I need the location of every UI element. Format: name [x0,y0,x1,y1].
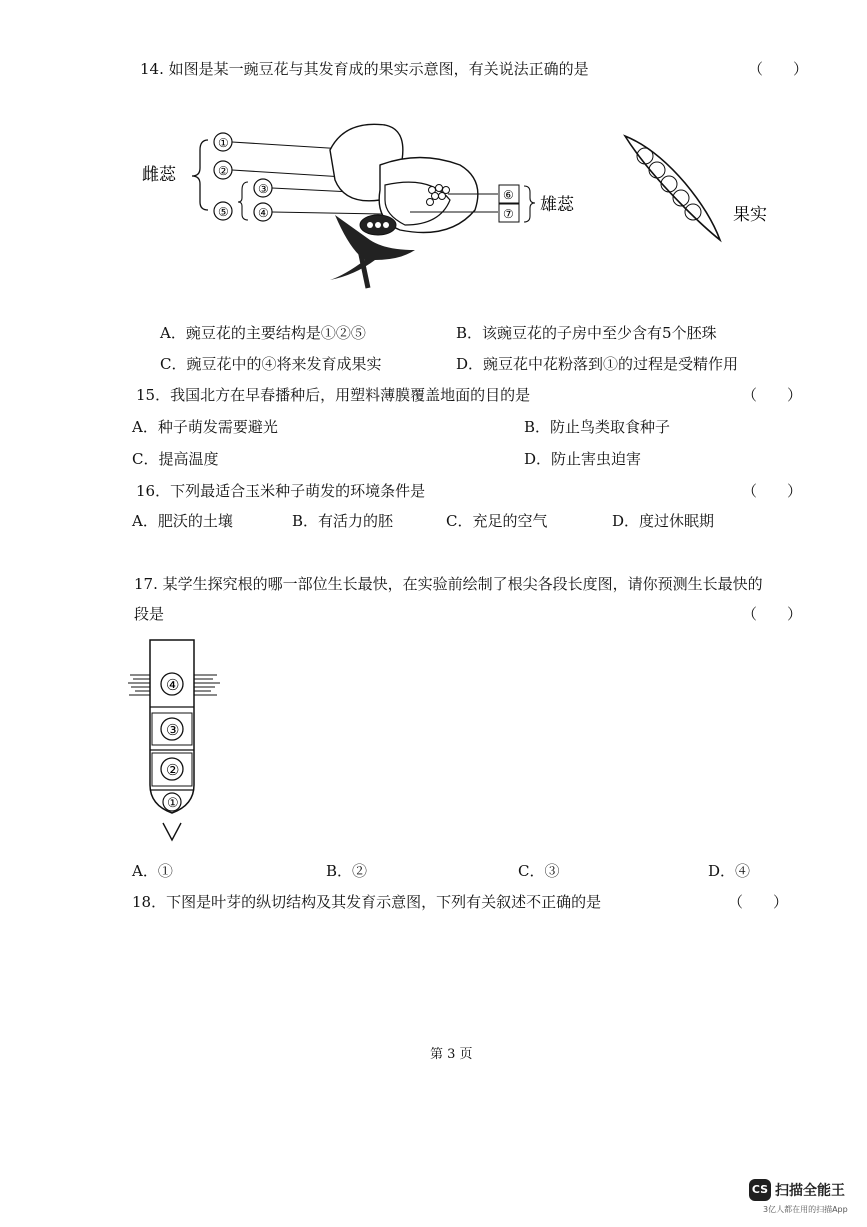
svg-text:③: ③ [258,182,269,196]
watermark-tagline: 3亿人都在用的扫描App [763,1205,848,1214]
svg-text:③: ③ [166,721,180,739]
svg-text:①: ① [218,136,229,150]
pea-pod-diagram [615,128,795,248]
root-tip-diagram [125,635,225,845]
svg-text:④: ④ [258,206,269,220]
q16-option-a[interactable]: A．肥沃的土壤 [132,512,233,530]
svg-text:⑦: ⑦ [503,207,514,221]
q15-answer-bracket: （ ） [742,386,803,404]
label-5 [214,202,232,220]
pea-flower-diagram [130,110,600,290]
label-4 [254,203,272,221]
label-7 [499,204,519,222]
q18-answer-bracket: （ ） [728,893,789,911]
q14-option-a[interactable]: A．豌豆花的主要结构是①②⑤ [160,324,366,342]
svg-text:①: ① [167,796,179,811]
label-3 [254,179,272,197]
watermark-app-name: 扫描全能王 [775,1183,845,1199]
q14-option-c[interactable]: C．豌豆花中的④将来发育成果实 [160,355,382,373]
q17-option-a[interactable]: A．① [132,862,173,880]
q17-answer-bracket: （ ） [742,605,803,623]
q15-option-c[interactable]: C．提高温度 [132,450,219,468]
q16-option-d[interactable]: D．度过休眠期 [612,512,715,530]
q15-stem: 15．我国北方在早春播种后，用塑料薄膜覆盖地面的目的是 [136,386,531,404]
q16-option-b[interactable]: B．有活力的胚 [292,512,394,530]
q15-option-a[interactable]: A．种子萌发需要避光 [132,418,278,436]
svg-text:②: ② [166,761,180,779]
page-number: 第 3 页 [430,1047,473,1062]
q17-stem-line2: 段是 [134,605,165,623]
pistil-label: 雌蕊 [142,165,176,185]
svg-text:②: ② [218,164,229,178]
q15-option-d[interactable]: D．防止害虫迫害 [524,450,642,468]
root-segment-4 [161,673,183,695]
q16-option-c[interactable]: C．充足的空气 [446,512,548,530]
label-6 [499,185,519,203]
q14-answer-bracket: （ ） [748,60,809,78]
svg-text:④: ④ [166,676,180,694]
q16-stem: 16．下列最适合玉米种子萌发的环境条件是 [136,482,426,500]
q14-option-b[interactable]: B．该豌豆花的子房中至少含有5个胚珠 [456,324,717,342]
q17-option-c[interactable]: C．③ [518,862,560,880]
fruit-label: 果实 [733,205,767,225]
label-2 [214,161,232,179]
svg-text:⑤: ⑤ [218,205,229,219]
label-1 [214,133,232,151]
q15-option-b[interactable]: B．防止鸟类取食种子 [524,418,671,436]
camscanner-logo-icon: CS [749,1179,771,1201]
q14-option-d[interactable]: D．豌豆花中花粉落到①的过程是受精作用 [456,355,739,373]
svg-text:⑥: ⑥ [503,188,514,202]
q18-stem: 18．下图是叶芽的纵切结构及其发育示意图，下列有关叙述不正确的是 [132,893,602,911]
q14-stem: 14. 如图是某一豌豆花与其发育成的果实示意图，有关说法正确的是 [140,60,589,78]
q16-answer-bracket: （ ） [742,482,803,500]
q17-stem-line1: 17. 某学生探究根的哪一部位生长最快，在实验前绘制了根尖各段长度图，请你预测生长最快的 [134,575,763,593]
stamen-label: 雄蕊 [540,195,574,215]
q17-option-d[interactable]: D．④ [708,862,751,880]
q17-option-b[interactable]: B．② [326,862,368,880]
